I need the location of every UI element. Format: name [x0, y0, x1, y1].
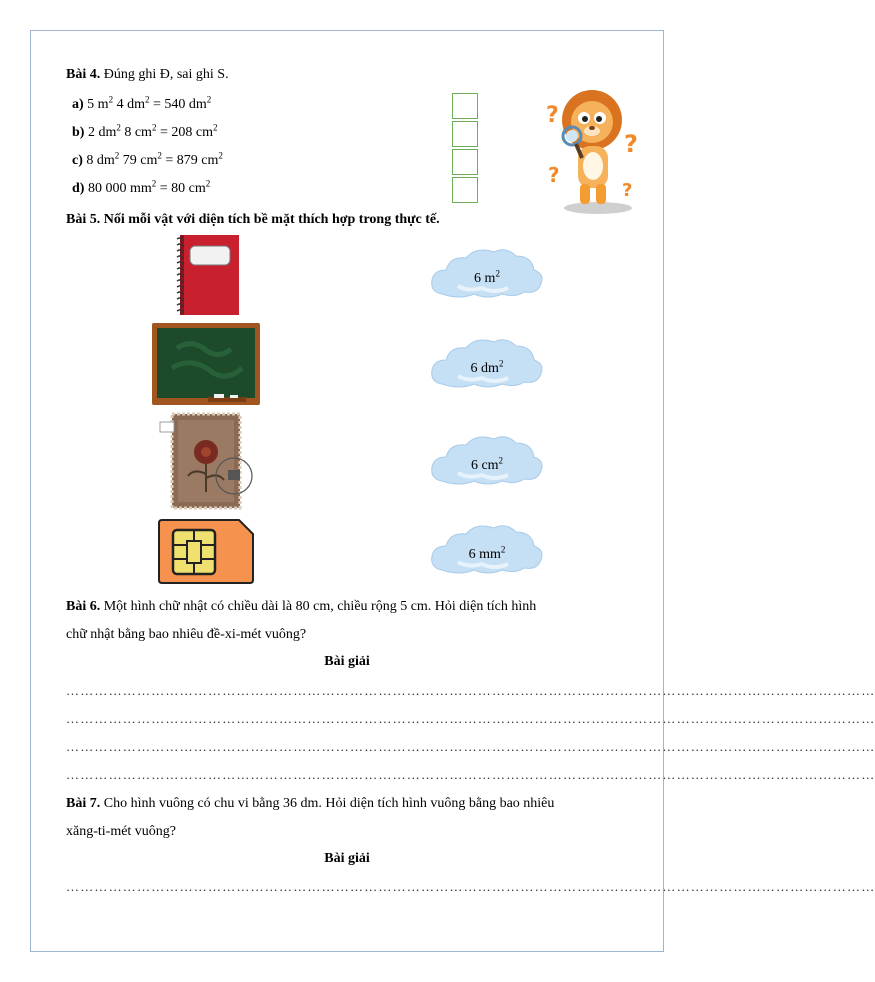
bai6-text: Một hình chữ nhật có chiều dài là 80 cm, chiều rộng 5 cm. Hỏi diện tích hình: [100, 599, 537, 614]
bai5-title: Bài 5. Nối mỗi vật với diện tích bề mặt thích hợp trong thực tế.: [66, 212, 440, 227]
item-text: = 208 cm: [156, 125, 213, 140]
answer-box-c[interactable]: [452, 149, 478, 175]
sup: 2: [151, 122, 157, 133]
answer-line[interactable]: ………………………………………………………………………………………………………………………………………………………: [66, 683, 875, 698]
answer-box-d[interactable]: [452, 177, 478, 203]
bai7-text: Cho hình vuông có chu vi bằng 36 dm. Hỏi diện tích hình vuông bằng bao nhiêu: [100, 796, 555, 811]
sup: 2: [218, 150, 223, 161]
item-text: 8 dm: [82, 153, 115, 168]
sim-card-icon[interactable]: [157, 519, 255, 585]
cloud-value: 6 dm: [470, 361, 499, 376]
bai4-instruction: Đúng ghi Đ, sai ghi S.: [100, 67, 229, 82]
item-label: c): [72, 153, 83, 168]
svg-text:?: ?: [624, 130, 638, 158]
blackboard-icon[interactable]: [152, 323, 260, 405]
cloud-option-6mm2[interactable]: [428, 524, 546, 580]
bai4-item-c: [72, 152, 223, 170]
item-text: = 80 cm: [156, 181, 206, 196]
bai7-solution-heading: Bài giải: [324, 851, 370, 866]
sup: 2: [157, 150, 162, 161]
bai6-solution-heading: Bài giải: [324, 654, 370, 669]
answer-line[interactable]: ………………………………………………………………………………………………………………………………………………………: [66, 767, 875, 782]
bai7-line2: xăng-ti-mét vuông?: [66, 824, 177, 839]
bai4-heading: [66, 66, 229, 84]
item-text: 79 cm: [119, 153, 158, 168]
cloud-value: 6 m: [474, 271, 496, 286]
cloud-label: [428, 360, 546, 378]
sup: 2: [498, 358, 504, 369]
item-text: = 540 dm: [149, 97, 207, 112]
cloud-option-6cm2[interactable]: [428, 435, 546, 491]
item-text: 5 m: [83, 97, 109, 112]
answer-box-a[interactable]: [452, 93, 478, 119]
item-label: b): [72, 125, 85, 140]
sup: 2: [205, 178, 211, 189]
bai7-title: Bài 7.: [66, 796, 101, 811]
sup: 2: [212, 122, 218, 133]
answer-line[interactable]: ………………………………………………………………………………………………………………………………………………………: [66, 739, 875, 754]
bai4-item-d: [72, 180, 210, 198]
item-text: = 879 cm: [161, 153, 219, 168]
sup: 2: [144, 94, 150, 105]
item-text: 8 cm: [120, 125, 152, 140]
answer-line[interactable]: ………………………………………………………………………………………………………………………………………………………: [66, 711, 875, 726]
bai4-item-a: [72, 96, 211, 114]
cloud-label: [428, 270, 546, 288]
sup: 2: [500, 544, 506, 555]
sup: 2: [498, 455, 504, 466]
bai4-item-b: [72, 124, 217, 142]
sup: 2: [108, 94, 114, 105]
cloud-label: [428, 546, 546, 564]
svg-text:?: ?: [546, 103, 559, 128]
sup: 2: [116, 122, 121, 133]
bai7-line1: [66, 795, 554, 813]
bai6-title: Bài 6.: [66, 599, 101, 614]
item-label: a): [72, 97, 84, 112]
item-text: 4 dm: [113, 97, 145, 112]
answer-line[interactable]: ………………………………………………………………………………………………………………………………………………………: [66, 879, 875, 894]
cloud-option-6dm2[interactable]: [428, 338, 546, 394]
notebook-icon[interactable]: [172, 234, 240, 316]
cloud-label: [428, 457, 546, 475]
bai4-title: Bài 4.: [66, 67, 101, 82]
cloud-option-6m2[interactable]: [428, 248, 546, 304]
item-text: 2 dm: [84, 125, 117, 140]
sup: 2: [151, 178, 157, 189]
svg-text:?: ?: [622, 180, 633, 201]
lion-detective-mascot-icon: [540, 86, 648, 216]
item-text: 80 000 mm: [84, 181, 152, 196]
bai6-line2: chữ nhật bằng bao nhiêu đề-xi-mét vuông?: [66, 627, 307, 642]
cloud-value: 6 cm: [470, 458, 499, 473]
answer-box-b[interactable]: [452, 121, 478, 147]
svg-text:?: ?: [548, 163, 560, 187]
sup: 2: [206, 94, 212, 105]
postage-stamp-icon[interactable]: [158, 412, 254, 510]
sup: 2: [114, 150, 120, 161]
item-label: d): [72, 181, 85, 196]
sup: 2: [495, 268, 500, 279]
bai6-line1: [66, 598, 536, 616]
cloud-value: 6 mm: [468, 547, 501, 562]
